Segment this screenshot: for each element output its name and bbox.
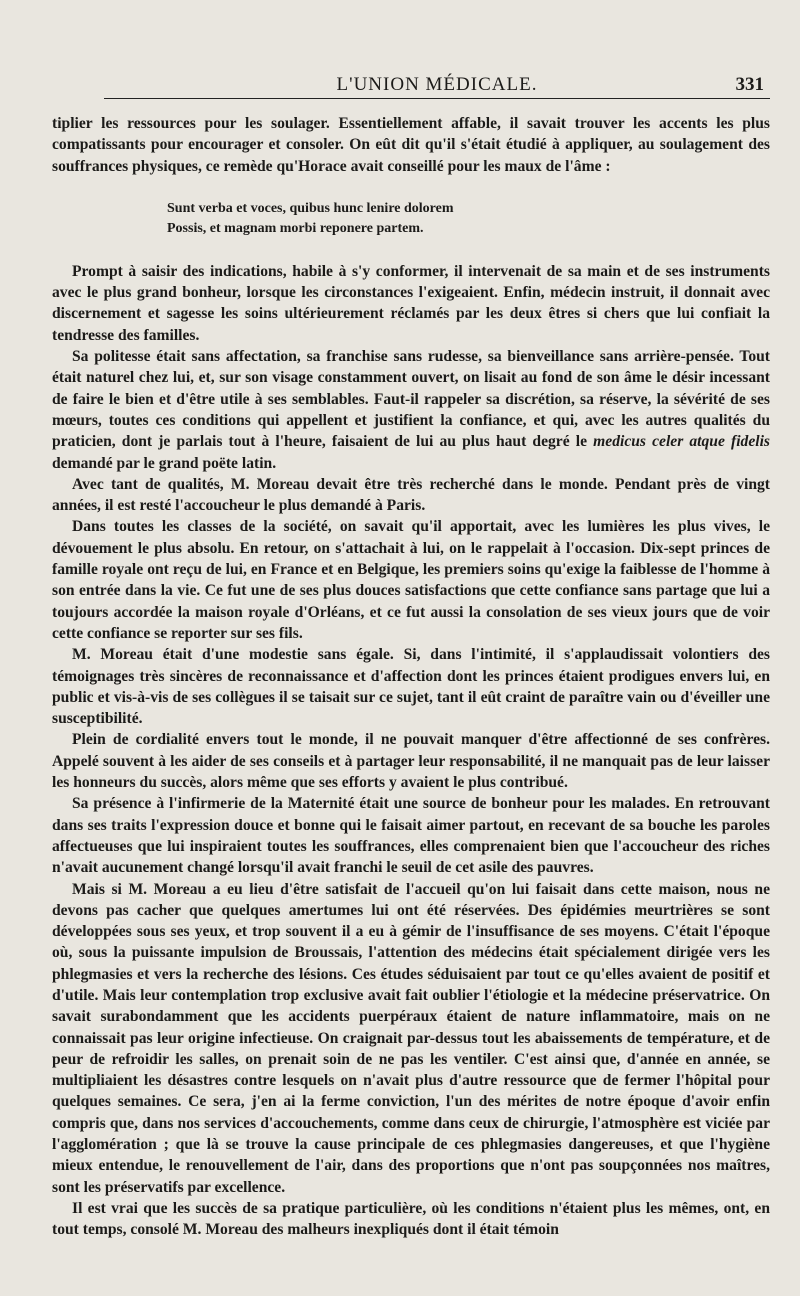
article-body — [52, 113, 770, 1241]
paragraph: Mais si M. Moreau a eu lieu d'être satisfait de l'accueil qu'on lui faisait dans cette maison, nous ne devons pas cacher que quelques amertumes lui ont été réservées. Des épidémies meurtrières se sont développées sous ses yeux, et trop souvent il a eu à gémir de l'insuffisance de ses moyens. C'était l'époque où, sous la puissante impulsion de Broussais, l'attention des médecins était spécialement dirigée vers les phlegmasies et vers la recherche des lésions. Ces études séduisaient par tout ce qu'elles avaient de positif et d'utile. Mais leur contemplation trop exclusive avait fait oublier l'étiologie et la médecine préservatrice. On savait surabondamment que les accidents puerpéraux étaient de nature inflammatoire, mais on ne connaissait pas leur origine infectieuse. On craignait par-dessus tout les abaissements de température, et de peur de refroidir les salles, on prenait soin de ne pas les ventiler. C'est ainsi que, d'année en année, se multipliaient les désastres contre lesquels on n'avait plus d'autre ressource que de fermer l'hôpital pour quelques semaines. Ce sera, j'en ai la ferme conviction, l'un des mérites de notre époque d'avoir enfin compris que, dans nos services d'accouchements, comme dans ceux de chirurgie, l'atmosphère est viciée par l'agglomération ; que là se trouve la cause principale de ces phlegmasies dangereuses, et que l'hygiène mieux entendue, le renouvellement de l'air, dans des proportions que n'ont pas soupçonnées nos maîtres, sont les préservatifs par excellence. — [52, 880, 770, 1196]
paragraph: Prompt à saisir des indications, habile à s'y conformer, il intervenait de sa main et de ses instruments avec le plus grand bonheur, lorsque les circonstances l'exigeaient. Enfin, médecin instruit, il donnait avec discernement et sagesse les soins ultérieurement réclamés par les deux êtres si chers que lui confiait la tendresse des familles. — [52, 262, 770, 344]
paragraph: Plein de cordialité envers tout le monde, il ne pouvait manquer d'être affectionné de ses confrères. Appelé souvent à les aider de ses conseils et à partager leur responsabilité, il ne manquait pas de leur laisser les honneurs du succès, alors même que ses efforts y avaient le plus contribué. — [52, 731, 770, 792]
paragraph: Avec tant de qualités, M. Moreau devait être très recherché dans le monde. Pendant près de vingt années, il est resté l'accoucheur le plus demandé à Paris. — [52, 475, 770, 515]
quote-line: Sunt verba et voces, quibus hunc lenire dolorem — [167, 200, 454, 216]
paragraph: Sa présence à l'infirmerie de la Maternité était une source de bonheur pour les malades. En retrouvant dans ses traits l'expression douce et bonne qui le faisait aimer partout, en recevant de sa bouche les paroles affectueuses que lui inspiraient toutes les souffrances, elles comprenaient bien que l'accoucheur des riches n'avait aucunement changé lorsqu'il avait franchi le seuil de cet asile des pauvres. — [52, 795, 770, 877]
paragraph — [52, 346, 770, 474]
latin-phrase: medicus celer atque fidelis — [593, 433, 770, 451]
paragraph: Dans toutes les classes de la société, on savait qu'il apportait, avec les lumières les plus vives, le dévouement le plus absolu. En retour, on s'attachait à lui, on le rappelait à l'occasion. Dix-sept princes de famille royale ont reçu de lui, en France et en Belgique, les premiers soins qu'exige la faiblesse de l'homme à son entrée dans la vie. Ce fut une de ses plus douces satisfactions que cette confiance sans partage que lui a toujours accordée la maison royale d'Orléans, et ce fut aussi la consolation de ses vieux jours que de voir cette confiance se reporter sur ses fils. — [52, 518, 770, 642]
journal-title: L'UNION MÉDICALE. — [336, 74, 538, 95]
quote-line: Possis, et magnam morbi reponere partem. — [167, 220, 424, 236]
paragraph: M. Moreau était d'une modestie sans égale. Si, dans l'intimité, il s'applaudissait volontiers des témoignages très sincères de reconnaissance et d'affection dont les princes étaient prodigues envers lui, en public et vis-à-vis de ses collègues il se taisait sur ce sujet, tant il eût craint de paraître vain ou d'éveiller une susceptibilité. — [52, 646, 770, 728]
running-header — [104, 68, 770, 99]
latin-quote — [167, 199, 770, 239]
paragraph: tiplier les ressources pour les soulager. Essentiellement affable, il savait trouver les accents les plus compatissants pour encourager et consoler. On eût dit qu'il s'était étudié à appliquer, au soulagement des souffrances physiques, ce remède qu'Horace avait conseillé pour les maux de l'âme : — [52, 115, 770, 175]
paragraph-text: demandé par le grand poëte latin. — [52, 454, 277, 472]
paragraph: Il est vrai que les succès de sa pratique particulière, où les conditions n'étaient plus les mêmes, ont, en tout temps, consolé M. Moreau des malheurs inexpliqués dont il était témoin — [52, 1199, 770, 1239]
paragraph-text: Sa politesse était sans affectation, sa franchise sans rudesse, sa bienveillance sans arrière-pensée. Tout était naturel chez lui, et, sur son visage constamment ouvert, on lisait au fond de son âme le désir incessant de faire le bien et d'être utile à ses semblables. Faut-il rappeler sa discrétion, sa réserve, la sévérité de ses mœurs, toutes ces conditions qui appellent et justifient la confiance, et qui, avec les autres qualités du praticien, dont je parlais tout à l'heure, faisaient de lui au plus haut degré le — [52, 348, 770, 451]
page-number: 331 — [735, 74, 764, 95]
